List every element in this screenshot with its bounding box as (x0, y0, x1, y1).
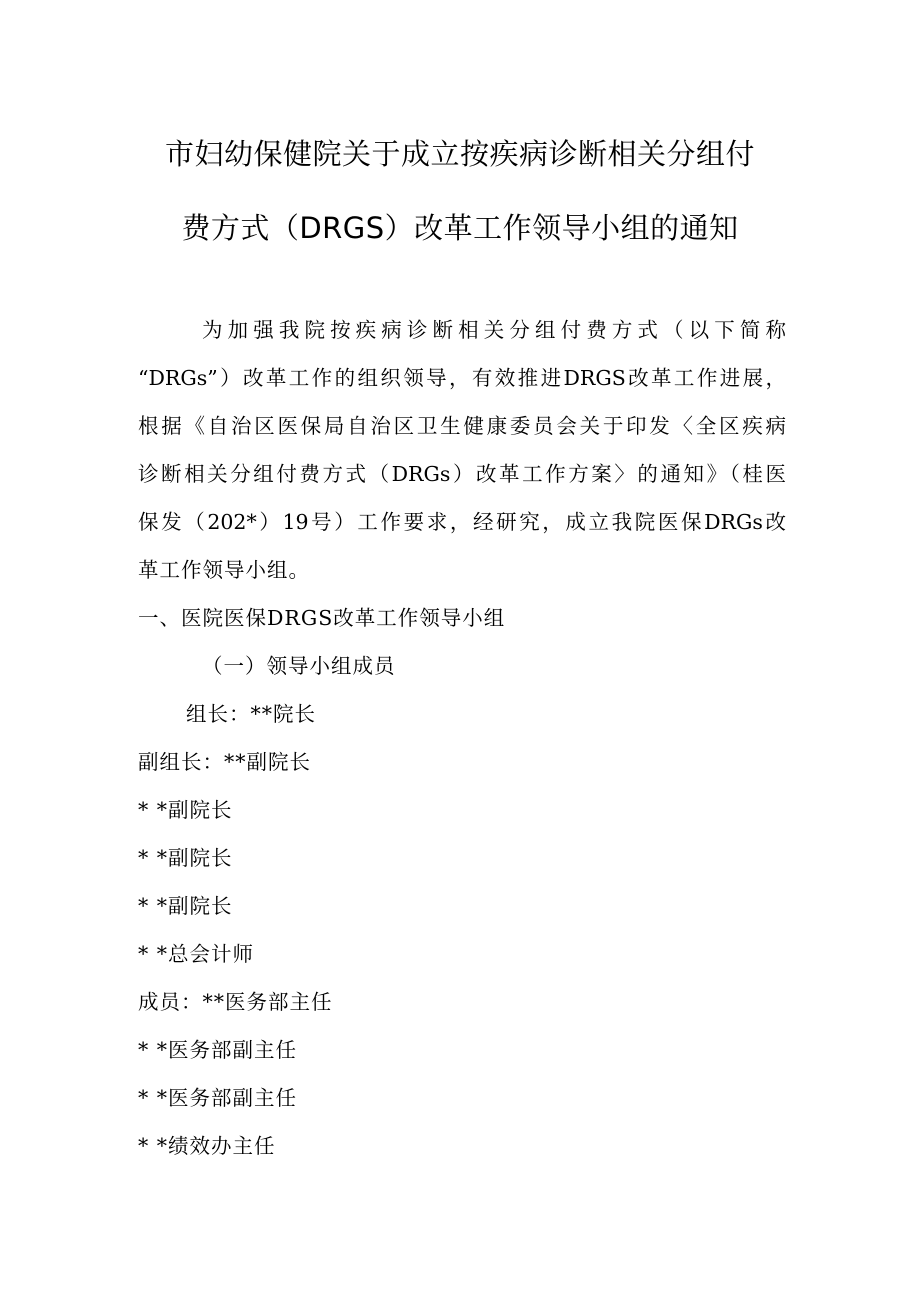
document-title-line-1: 市妇幼保健院关于成立按疾病诊断相关分组付 (164, 137, 755, 171)
subsection-heading: （一）领导小组成员 (202, 654, 396, 678)
member-entry: * *副院长 (138, 798, 233, 822)
document-title-line-2: 费方式（DRGS）改革工作领导小组的通知 (181, 211, 739, 245)
body-paragraph-line: 为加强我院按疾病诊断相关分组付费方式（以下简称 (202, 318, 786, 342)
member-entry: * *绩效办主任 (138, 1134, 276, 1158)
member-entry: 组长：**院长 (186, 702, 316, 726)
member-entry: * *副院长 (138, 894, 233, 918)
member-entry: * *总会计师 (138, 942, 255, 966)
body-paragraph-line: 根据《自治区医保局自治区卫生健康委员会关于印发〈全区疾病 (138, 414, 786, 438)
section-heading: 一、医院医保DRGS改革工作领导小组 (138, 606, 506, 630)
member-entry: * *副院长 (138, 846, 233, 870)
member-entry: * *医务部副主任 (138, 1038, 298, 1062)
body-paragraph-line: “DRGs”）改革工作的组织领导，有效推进DRGS改革工作进展， (138, 366, 786, 390)
body-paragraph-line: 诊断相关分组付费方式（DRGs）改革工作方案〉的通知》（桂医 (138, 462, 786, 486)
member-entry: * *医务部副主任 (138, 1086, 298, 1110)
body-paragraph-line: 保发（202*）19号）工作要求，经研究，成立我院医保DRGs改 (138, 510, 786, 534)
body-paragraph-line: 革工作领导小组。 (138, 558, 310, 582)
member-entry: 副组长：**副院长 (138, 750, 311, 774)
member-entry: 成员：**医务部主任 (138, 990, 333, 1014)
